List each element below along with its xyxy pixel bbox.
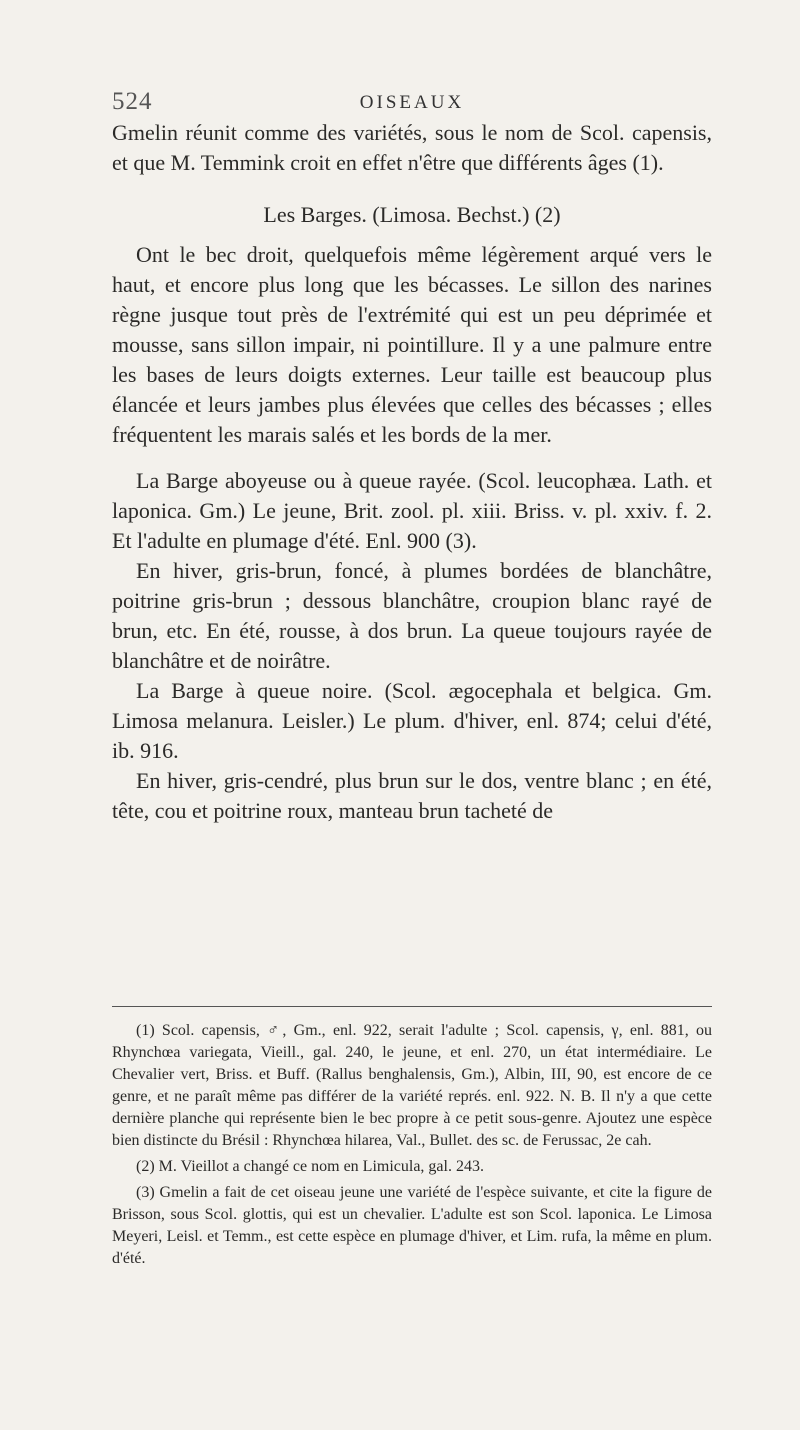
footnote-divider [112,1006,712,1007]
page-header [112,88,712,122]
section-heading: Les Barges. (Limosa. Bechst.) (2) [263,202,561,227]
main-text [112,118,712,826]
paragraph-genus-description: Ont le bec droit, quelquefois même légèrement arqué vers le haut, et encore plus long que les bécasses. Le sillon des narines règne jusque tout près de l'extrémité qui est un peu déprimée et mousse, sans sillon impair, ni pointillure. Il y a une palmure entre les bases de leurs doigts externes. Leur taille est beaucoup plus élancée et leurs jambes plus élevées que celles des bécasses ; elles fréquentent les marais salés et les bords de la mer. [112,242,712,447]
page-number: 524 [112,88,153,115]
footnote-1: (1) Scol. capensis, ♂, Gm., enl. 922, serait l'adulte ; Scol. capensis, γ, enl. 881, ou Rhynchœa variegata, Vieill., gal. 240, le jeune, et enl. 270, un état intermédiaire. Le Chevalier vert, Briss. et Buff. (Rallus benghalensis, Gm.), Albin, III, 90, est encore de ce genre, et ne paraît même pas différer de la variété représ. enl. 922. N. B. Il n'y a que cette dernière planche qui représente bien le bec propre à ce petit sous-genre. Ajoutez une espèce bien distincte du Brésil : Rhynchœa hilarea, Val., Bullet. des sc. de Ferussac, 2e cah. [112,1022,712,1149]
footnote-3: (3) Gmelin a fait de cet oiseau jeune une variété de l'espèce suivante, et cite la figure de Brisson, sous Scol. glottis, qui est un chevalier. L'adulte est son Scol. laponica. Le Limosa Meyeri, Leisl. et Temm., est cette espèce en plumage d'hiver, et Lim. rufa, la même en plum. d'été. [112,1184,712,1267]
paragraph-species-barge-aboyeuse: La Barge aboyeuse ou à queue rayée. (Scol. leucophæa. Lath. et laponica. Gm.) Le jeune, Brit. zool. pl. xiii. Briss. v. pl. xxiv. f. 2. Et l'adulte en plumage d'été. Enl. 900 (3). [112,468,712,553]
paragraph-species-barge-queue-noire: La Barge à queue noire. (Scol. ægocephala et belgica. Gm. Limosa melanura. Leisler.) Le plum. d'hiver, enl. 874; celui d'été, ib. 916. [112,678,712,763]
paragraph-intro: Gmelin réunit comme des variétés, sous le nom de Scol. capensis, et que M. Temmink croit en effet n'être que différents âges (1). [112,120,712,175]
footnote-2: (2) M. Vieillot a changé ce nom en Limicula, gal. 243. [136,1158,484,1175]
paragraph-plumage-aboyeuse: En hiver, gris-brun, foncé, à plumes bordées de blanchâtre, poitrine gris-brun ; dessous blanchâtre, croupion blanc rayé de brun, etc. En été, rousse, à dos brun. La queue toujours rayée de blanchâtre et de noirâtre. [112,558,712,673]
paragraph-plumage-queue-noire: En hiver, gris-cendré, plus brun sur le dos, ventre blanc ; en été, tête, cou et poitrine roux, manteau brun tacheté de [112,768,712,823]
footnotes [112,1020,712,1270]
running-title: OISEAUX [359,92,465,113]
